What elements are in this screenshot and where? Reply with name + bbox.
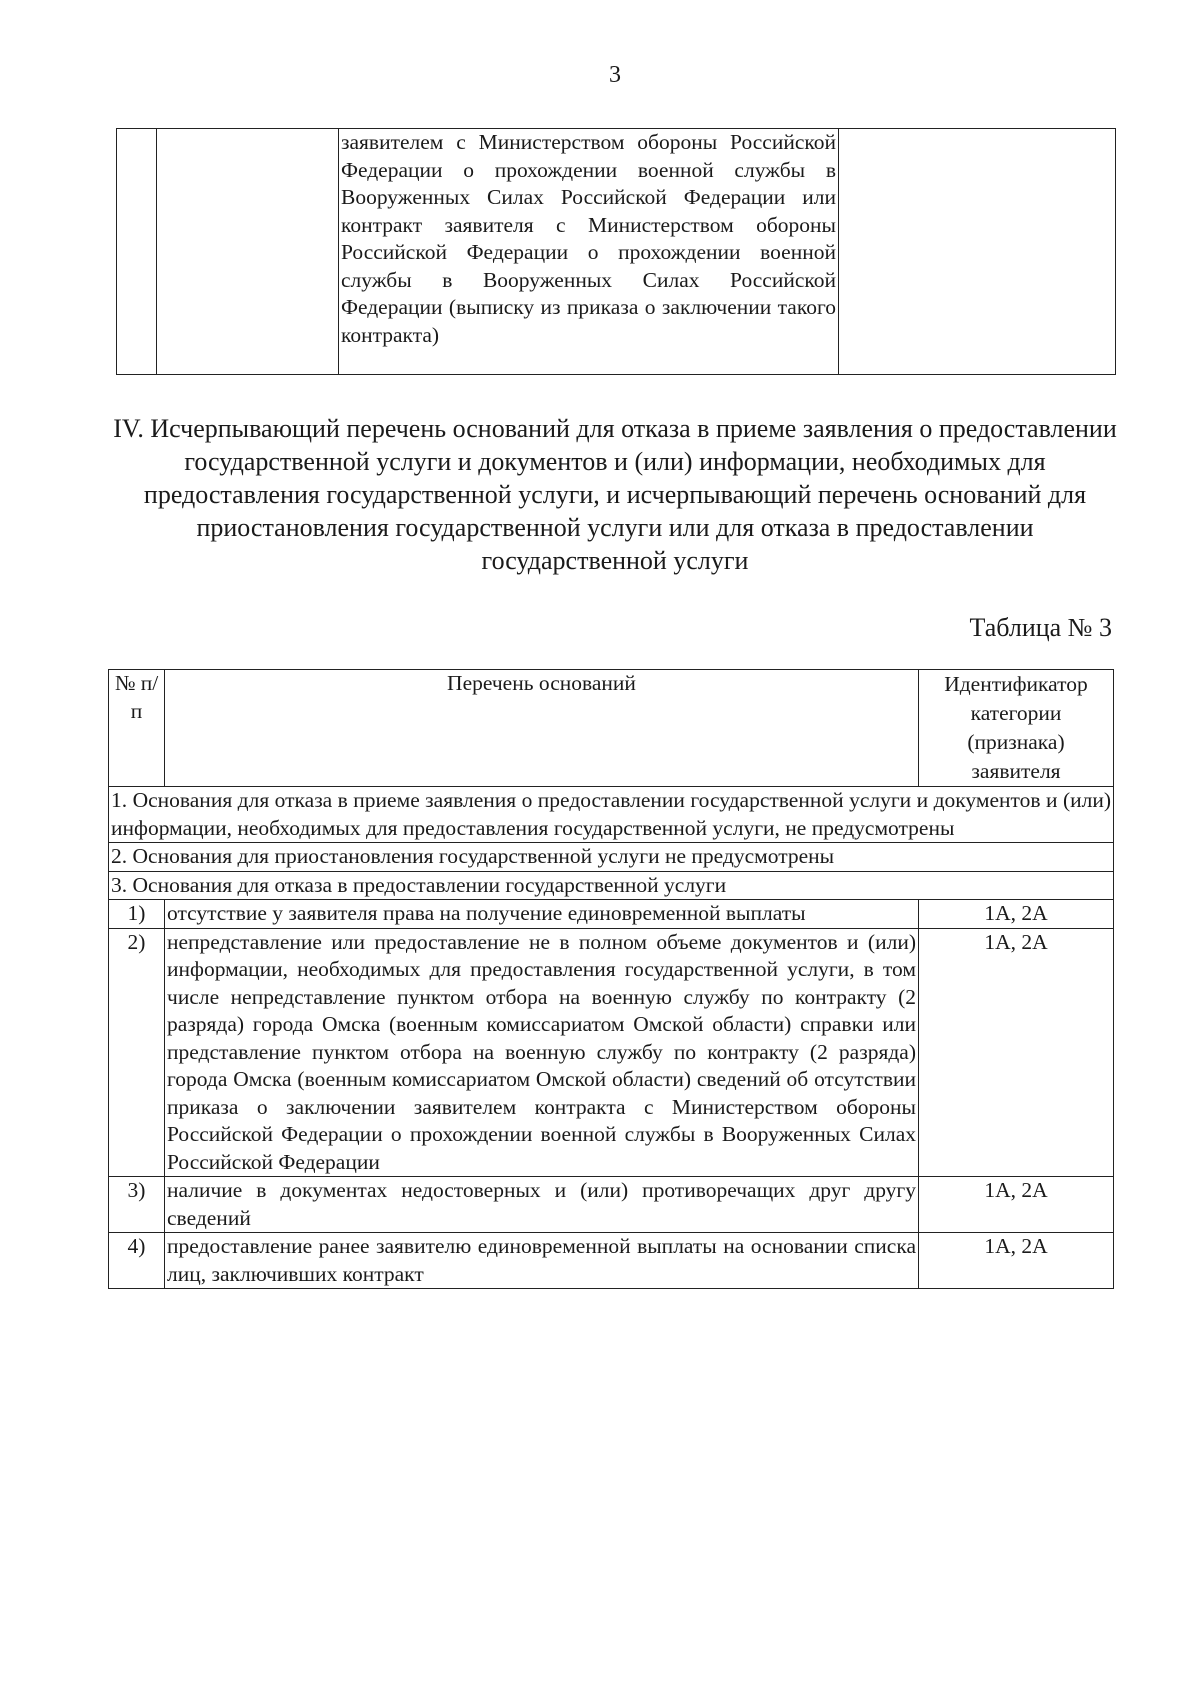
row-identifier: 1А, 2А: [919, 900, 1114, 929]
section-row-3: [109, 871, 1114, 900]
section-2-text: 2. Основания для приостановления государственной услуги не предусмотрены: [109, 843, 1114, 872]
header-identifier: Идентификатор категории (признака) заявителя: [919, 670, 1114, 787]
table-caption: Таблица № 3: [969, 613, 1112, 642]
continuation-table: [116, 128, 1116, 375]
continuation-text: заявителем с Министерством обороны Российской Федерации о прохождении военной службы в Вооруженных Силах Российской Федерации или контракт заявителя с Министерством обороны Российской Федерации о прохождении военной службы в Вооруженных Силах Российской Федерации (выписку из приказа о заключении такого контракта): [339, 129, 839, 374]
row-number: 3): [109, 1177, 165, 1233]
header-grounds: Перечень оснований: [165, 670, 919, 787]
table-row: [109, 900, 1114, 929]
continuation-col-2: [157, 129, 339, 374]
header-num: № п/п: [109, 670, 165, 787]
continuation-col-1: [117, 129, 157, 374]
row-text: наличие в документах недостоверных и (или) противоречащих друг другу сведений: [165, 1177, 919, 1233]
table-row: [109, 1177, 1114, 1233]
section-row-1: [109, 787, 1114, 843]
row-identifier: 1А, 2А: [919, 928, 1114, 1177]
row-text: отсутствие у заявителя права на получение единовременной выплаты: [165, 900, 919, 929]
table-header-row: [109, 670, 1114, 787]
section-1-text: 1. Основания для отказа в приеме заявления о предоставлении государственной услуги и документов и (или) информации, необходимых для предоставления государственной услуги, не предусмотрены: [109, 787, 1114, 843]
grounds-table: [108, 669, 1114, 1289]
row-text: непредставление или предоставление не в полном объеме документов и (или) информации, необходимых для предоставления государственной услуги, в том числе непредставление пунктом отбора на военную службу по контракту (2 разряда) города Омска (военным комиссариатом Омской области) справки или представление пунктом отбора на военную службу по контракту (2 разряда) города Омска (военным комиссариатом Омской области) сведений об отсутствии приказа о заключении заявителем контракта с Министерством обороны Российской Федерации о прохождении военной службы в Вооруженных Силах Российской Федерации: [165, 928, 919, 1177]
continuation-col-4: [839, 129, 1115, 374]
section-heading: IV. Исчерпывающий перечень оснований для отказа в приеме заявления о предоставлении государственной услуги и документов и (или) информации, необходимых для предоставления государственной услуги, и исчерпывающий перечень оснований для приостановления государственной услуги или для отказа в предоставлении государственной услуги: [113, 414, 1117, 575]
row-number: 2): [109, 928, 165, 1177]
row-number: 1): [109, 900, 165, 929]
row-text: предоставление ранее заявителю единовременной выплаты на основании списка лиц, заключивших контракт: [165, 1233, 919, 1289]
section-row-2: [109, 843, 1114, 872]
table-row: [109, 1233, 1114, 1289]
page-number: 3: [609, 62, 621, 88]
row-identifier: 1А, 2А: [919, 1233, 1114, 1289]
section-3-text: 3. Основания для отказа в предоставлении государственной услуги: [109, 871, 1114, 900]
table-row: [109, 928, 1114, 1177]
row-identifier: 1А, 2А: [919, 1177, 1114, 1233]
row-number: 4): [109, 1233, 165, 1289]
